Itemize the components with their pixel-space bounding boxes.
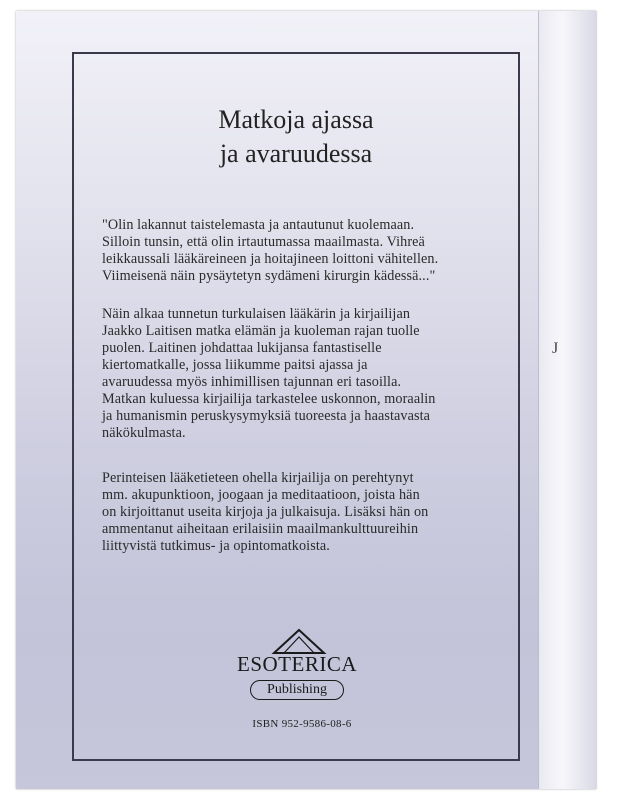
text-line: ja humanismin peruskysymyksiä tuoreesta ja haastavasta: [102, 408, 431, 424]
text-line: mm. akupunktioon, joogaan ja meditaatioon, joista hän: [102, 487, 420, 503]
text-line: näkökulmasta.: [102, 425, 186, 441]
text-line: ammentanut aiheitaan erilaisiin maailmankulttuureihin: [102, 521, 419, 537]
text-line: Perinteisen lääketieteen ohella kirjailija on perehtynyt: [102, 470, 414, 486]
text-line: Viimeisenä näin pysäytetyn sydämeni kirurgin kädessä...": [102, 268, 436, 284]
book-spine: [538, 11, 597, 789]
spine-letter: J: [552, 340, 559, 357]
text-line: liittyvistä tutkimus- ja opintomatkoista.: [102, 538, 330, 554]
text-line: "Olin lakannut taistelemasta ja antautunut kuolemaan.: [102, 217, 415, 233]
quote-paragraph: [102, 217, 510, 285]
text-line: kiertomatkalle, jossa liikumme paitsi ajassa ja: [102, 357, 368, 373]
book-title: [90, 103, 502, 171]
text-line: avaruudessa myös inhimillisen tajunnan eri tasoilla.: [102, 374, 402, 390]
title-line: ja avaruudessa: [219, 139, 373, 168]
text-line: Silloin tunsin, että olin irtautumassa maailmasta. Vihreä: [102, 234, 425, 250]
publisher-name: ESOTERICA: [237, 652, 357, 676]
isbn-number: ISBN 952-9586-08-6: [252, 718, 352, 730]
text-line: leikkaussali lääkäreineen ja hoitajineen loittoni vähitellen.: [102, 251, 439, 267]
author-paragraph: [102, 470, 510, 555]
text-line: Jaakko Laitisen matka elämän ja kuoleman rajan tuolle: [102, 323, 420, 339]
publisher-sub-label: Publishing: [250, 680, 344, 700]
text-line: Matkan kuluessa kirjailija tarkastelee uskonnon, moraalin: [102, 391, 436, 407]
triangle-logo-icon: [271, 628, 327, 654]
title-line: Matkoja ajassa: [218, 105, 374, 134]
text-line: on kirjoittanut useita kirjoja ja julkaisuja. Lisäksi hän on: [102, 504, 429, 520]
text-line: Näin alkaa tunnetun turkulaisen lääkärin ja kirjailijan: [102, 306, 411, 322]
text-line: puolen. Laitinen johdattaa lukijansa fantastiselle: [102, 340, 382, 356]
description-paragraph: [102, 306, 510, 442]
